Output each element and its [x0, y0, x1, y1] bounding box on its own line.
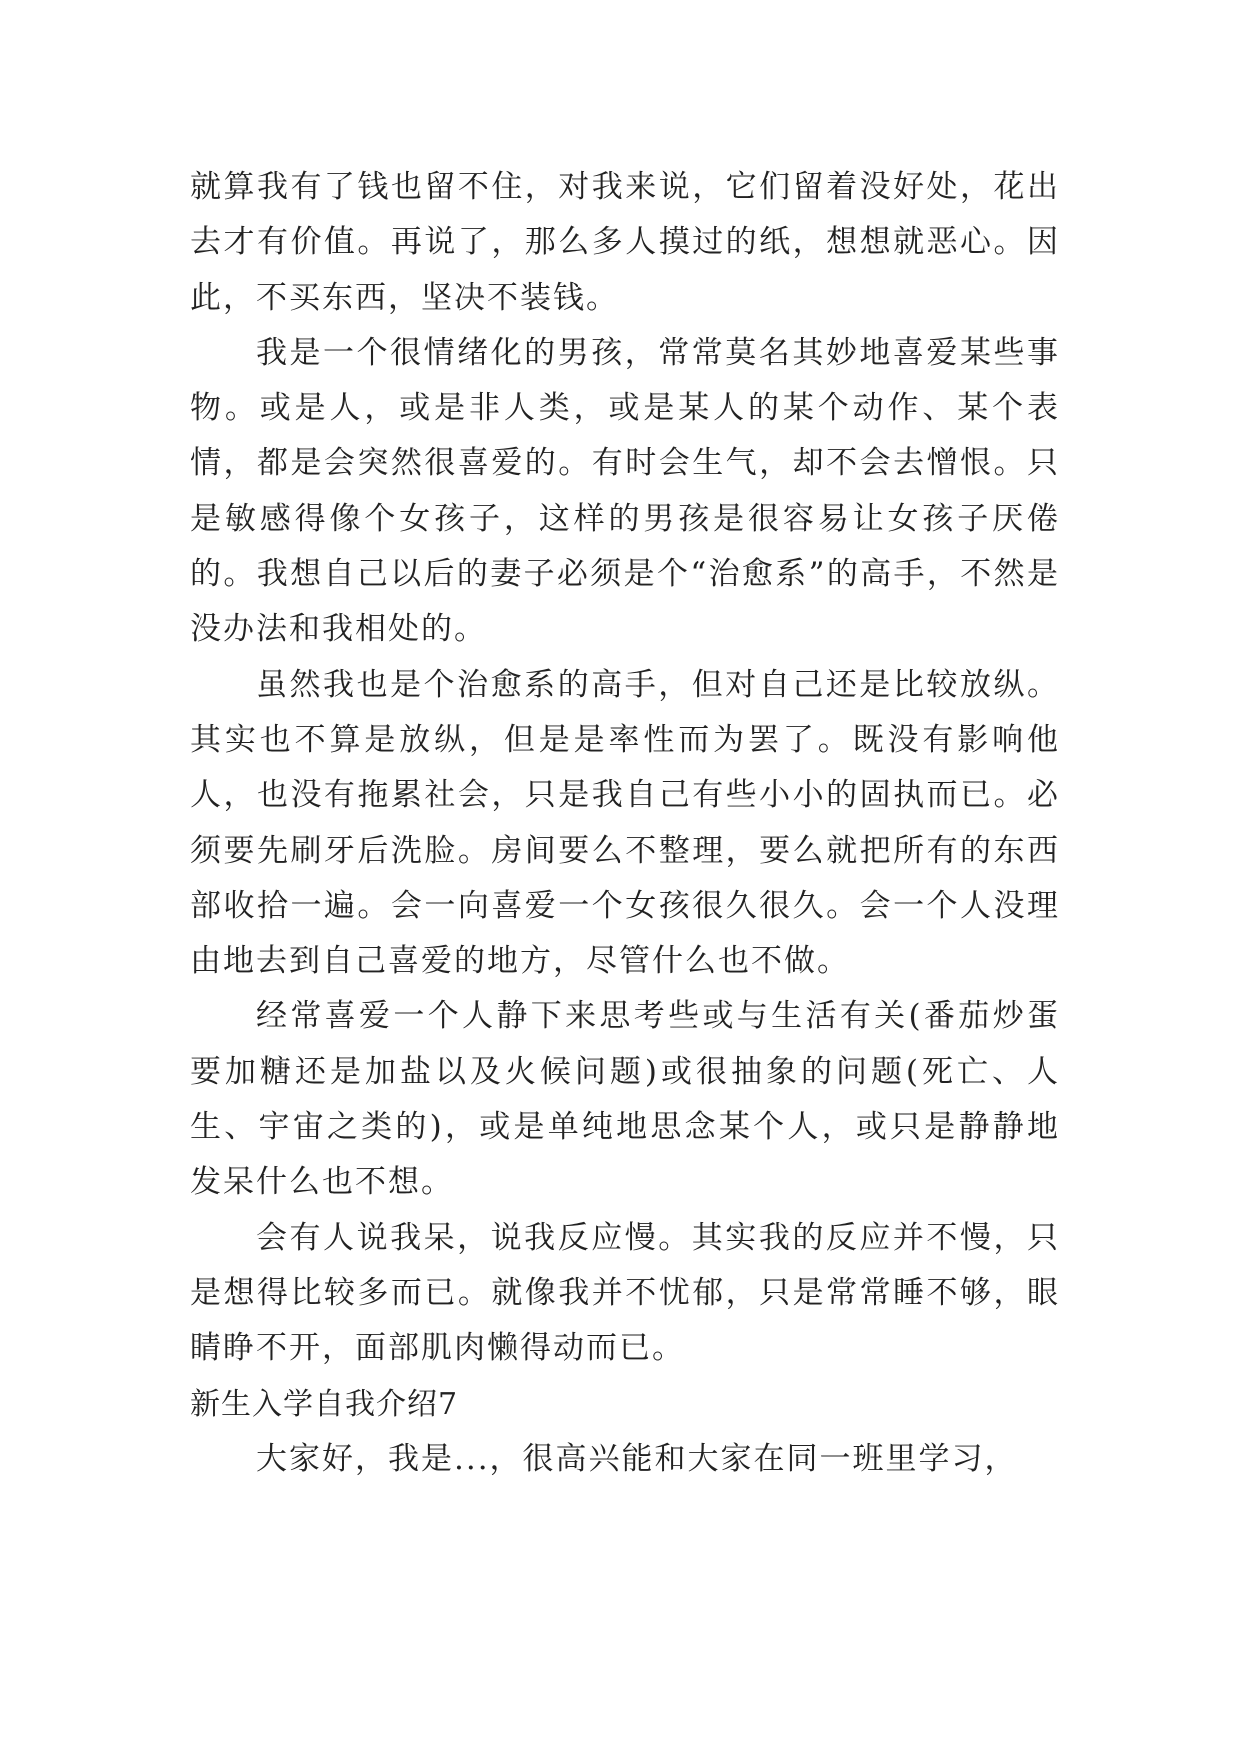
paragraph-3: 虽然我也是个治愈系的高手，但对自己还是比较放纵。其实也不算是放纵，但是是率性而为罢了。既没有影响他人，也没有拖累社会，只是我自己有些小小的固执而已。必须要先刷牙后洗脸。房间要么不整理，要么就把所有的东西部收拾一遍。会一向喜爱一个女孩很久很久。会一个人没理由地去到自己喜爱的地方，尽管什么也不做。	[190, 666, 1060, 980]
document-body	[190, 160, 1060, 1487]
paragraph-4: 经常喜爱一个人静下来思考些或与生活有关(番茄炒蛋要加糖还是加盐以及火候问题)或很抽象的问题(死亡、人生、宇宙之类的)，或是单纯地思念某个人，或只是静静地发呆什么也不想。	[190, 998, 1060, 1201]
section-heading: 新生入学自我介绍7	[190, 1386, 459, 1422]
paragraph-6: 大家好，我是...，很高兴能和大家在同一班里学习，	[256, 1440, 1018, 1477]
paragraph-5: 会有人说我呆，说我反应慢。其实我的反应并不慢，只是想得比较多而已。就像我并不忧郁，只是常常睡不够，眼睛睁不开，面部肌肉懒得动而已。	[190, 1219, 1060, 1367]
paragraph-1: 就算我有了钱也留不住，对我来说，它们留着没好处，花出去才有价值。再说了，那么多人摸过的纸，想想就恶心。因此，不买东西，坚决不装钱。	[190, 169, 1060, 316]
paragraph-2: 我是一个很情绪化的男孩，常常莫名其妙地喜爱某些事物。或是人，或是非人类，或是某人的某个动作、某个表情，都是会突然很喜爱的。有时会生气，却不会去憎恨。只是敏感得像个女孩子，这样的男孩是很容易让女孩子厌倦的。我想自己以后的妻子必须是个“治愈系”的高手，不然是没办法和我相处的。	[190, 334, 1060, 648]
